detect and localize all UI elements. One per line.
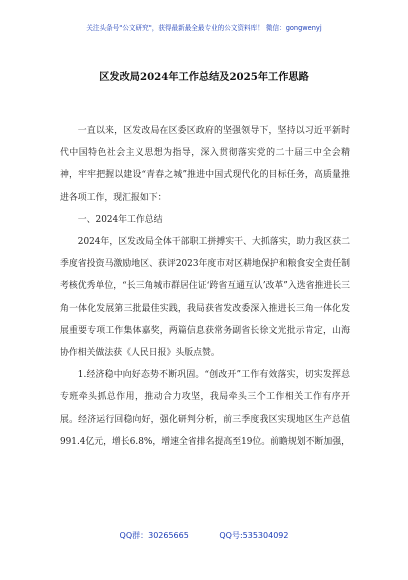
economy-paragraph: 1.经济稳中向好态势不断巩固。“创改开”工作有效落实，切实发挥总专班牵头抓总作用，推动合力攻坚，我局牵头三个工作相关工作有序开展。经济运行回稳向好，强化研判分析，前三季度我区实现地区生产总值991.4亿元，增长6.8%，增速全省排名提高至19位。前瞻规划不断加强， [60, 370, 350, 447]
header-banner: 关注头条号"公文研究"，获得最新最全最专业的公文资料库！ 微信：gongwenyj [86, 24, 322, 32]
intro-paragraph: 一直以来，区发改局在区委区政府的坚强领导下，坚持以习近平新时代中国特色社会主义思想为指导，深入贯彻落实党的二十届三中全会精神，牢牢把握以建设“青春之城”推进中国式现代化的目标任务，高质量推进各项工作，现汇报如下： [60, 126, 350, 203]
qq-group: QQ群：30265665 [119, 531, 189, 540]
document-title: 区发改局2024年工作总结及2025年工作思路 [99, 71, 309, 83]
summary-paragraph: 2024年，区发改局全体干部职工拼搏实干、大抓落实，助力我区获二季度省投资马激励地区、获评2023年度市对区耕地保护和粮食安全责任制考核优秀单位，“长三角城市群居住证‘跨省互通互认’改革”入选省推进长三角一体化发展第三批最佳实践，我局获省发改委深入推进长三角一体化发展重要专项工作集体嘉奖，两篇信息获常务副省长徐文光批示肯定，山海协作相关做法获《人民日报》头版点赞。 [60, 237, 350, 359]
document-body [60, 120, 350, 453]
section-heading: 一、2024年工作总结 [77, 214, 163, 225]
qq-number: QQ号:535304092 [219, 531, 289, 540]
footer-contact [0, 530, 408, 541]
